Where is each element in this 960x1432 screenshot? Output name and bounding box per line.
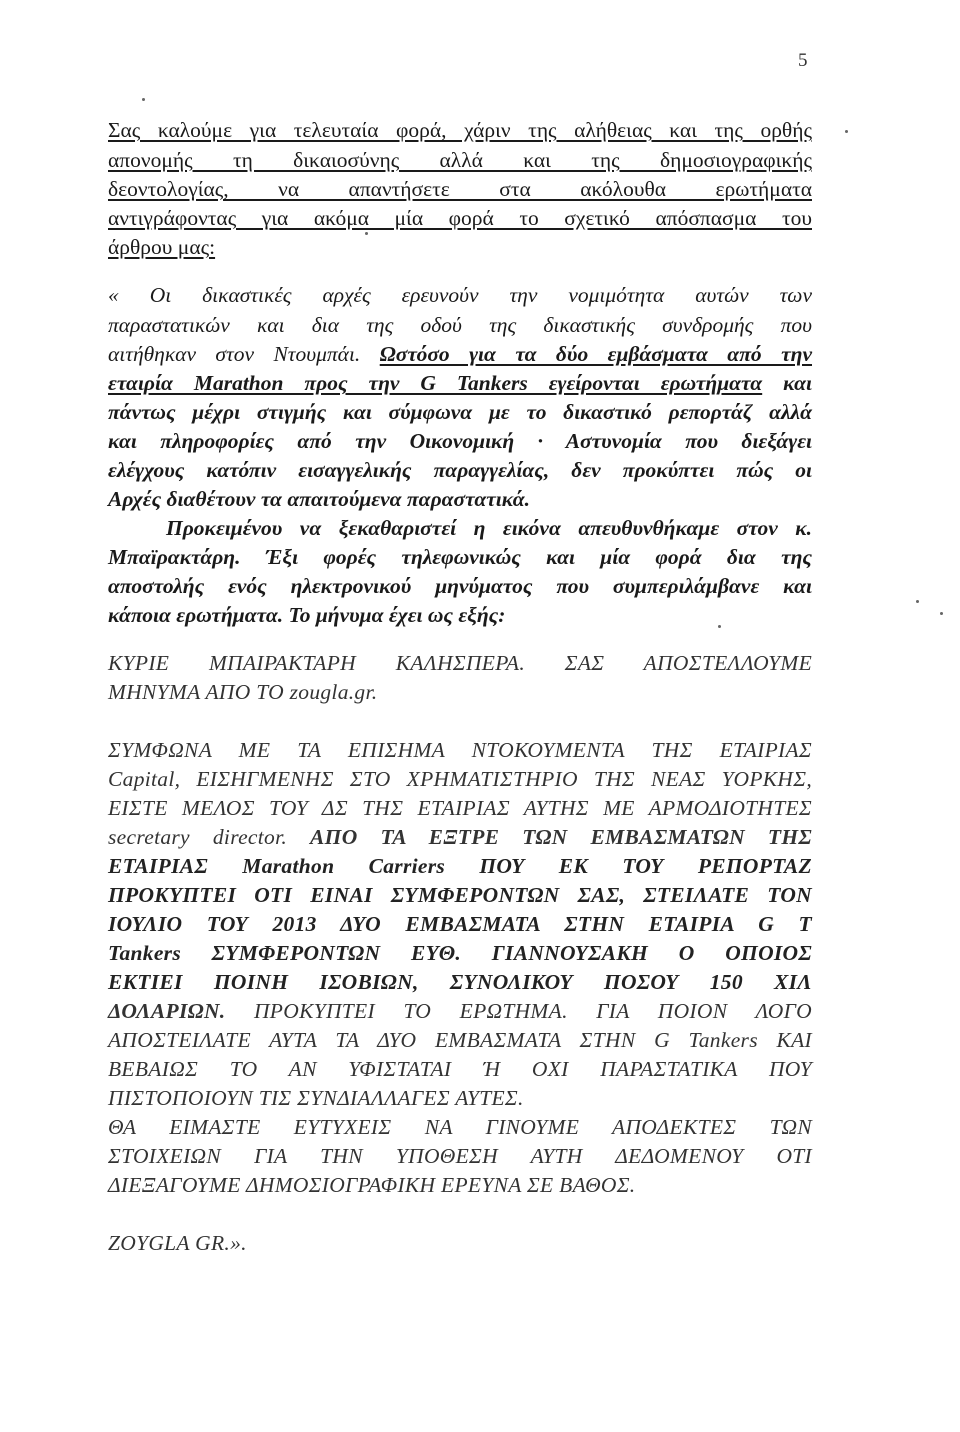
message-text: secretary director. bbox=[108, 825, 311, 849]
intro-line: δεοντολογίας, να απαντήσετε στα ακόλουθα ερωτήματα bbox=[108, 177, 812, 201]
quote-emphasis: Ωστόσο για τα δύο εμβάσματα από την bbox=[379, 342, 812, 366]
message-line: ΕΤΑΙΡΙΑΣ Marathon Carriers ΠΟΥ ΕΚ ΤΟΥ ΡΕΠΟΡΤΑΖ bbox=[108, 854, 812, 878]
scan-speck bbox=[940, 612, 943, 615]
quote-line bbox=[108, 368, 812, 398]
intro-line: απονομής τη δικαιοσύνης αλλά και της δημοσιογραφικής bbox=[108, 148, 812, 172]
message-bold: ΔΟΛΑΡΙΩΝ. bbox=[108, 999, 226, 1023]
intro-line: αντιγράφοντας για ακόμα μία φορά το σχετικό απόσπασμα του bbox=[108, 206, 812, 230]
quote-line: « Οι δικαστικές αρχές ερευνούν την νομιμότητα αυτών των bbox=[108, 283, 812, 307]
message-line bbox=[108, 822, 812, 852]
scan-speck bbox=[718, 625, 721, 628]
scan-speck bbox=[916, 600, 919, 603]
quote-line: πάντως μέχρι στιγμής και σύμφωνα με το δικαστικό ρεπορτάζ αλλά bbox=[108, 400, 812, 424]
quote-line bbox=[108, 339, 812, 369]
quote-line: παραστατικών και δια της οδού της δικαστικής συνδρομής που bbox=[108, 313, 812, 337]
quote-text: αιτήθηκαν στον Ντουμπάι. bbox=[108, 342, 380, 366]
message-bold: ΑΠΟ ΤΑ ΕΞΤΡΕ ΤΩΝ ΕΜΒΑΣΜΑΤΩΝ ΤΗΣ bbox=[310, 825, 812, 849]
approach-line: Προκειμένου να ξεκαθαριστεί η εικόνα απευθυνθήκαμε στον κ. bbox=[166, 516, 812, 540]
message-line: ΒΕΒΑΙΩΣ ΤΟ ΑΝ ΥΦΙΣΤΑΤΑΙ Ή ΟΧΙ ΠΑΡΑΣΤΑΤΙΚΑ ΠΟΥ bbox=[108, 1057, 812, 1081]
message-line: ΚΥΡΙΕ ΜΠΑΙΡΑΚΤΑΡΗ ΚΑΛΗΣΠΕΡΑ. ΣΑΣ ΑΠΟΣΤΕΛΛΟΥΜΕ bbox=[108, 651, 812, 675]
message-line: ΕΙΣΤΕ ΜΕΛΟΣ ΤΟΥ ΔΣ ΤΗΣ ΕΤΑΙΡΙΑΣ ΑΥΤΗΣ ΜΕ ΑΡΜΟΔΙΟΤΗΤΕΣ bbox=[108, 796, 812, 820]
message-line: ΣΤΟΙΧΕΙΩΝ ΓΙΑ ΤΗΝ ΥΠΟΘΕΣΗ ΑΥΤΗ ΔΕΔΟΜΕΝΟΥ ΟΤΙ bbox=[108, 1144, 812, 1168]
quote-text: και bbox=[762, 371, 812, 395]
message-line: ΣΥΜΦΩΝΑ ΜΕ ΤΑ ΕΠΙΣΗΜΑ ΝΤΟΚΟΥΜΕΝΤΑ ΤΗΣ ΕΤΑΙΡΙΑΣ bbox=[108, 738, 812, 762]
message-line: Capital, ΕΙΣΗΓΜΕΝΗΣ ΣΤΟ ΧΡΗΜΑΤΙΣΤΗΡΙΟ ΤΗΣ ΝΕΑΣ ΥΟΡΚΗΣ, bbox=[108, 767, 812, 791]
message-line: ΠΡΟΚΥΠΤΕΙ ΟΤΙ ΕΙΝΑΙ ΣΥΜΦΕΡΟΝΤΩΝ ΣΑΣ, ΣΤΕΙΛΑΤΕ ΤΟΝ bbox=[108, 883, 812, 907]
message-line bbox=[108, 996, 812, 1026]
quote-line: και πληροφορίες από την Οικονομική · Αστυνομία που διεξάγει bbox=[108, 429, 812, 453]
approach-line: αποστολής ενός ηλεκτρονικού μηνύματος που συμπεριλάμβανε και bbox=[108, 574, 812, 598]
quote-line: ελέγχους κατόπιν εισαγγελικής παραγγελίας, δεν προκύπτει πώς οι bbox=[108, 458, 812, 482]
page-number: 5 bbox=[798, 50, 808, 71]
message-line: ΘΑ ΕΙΜΑΣΤΕ ΕΥΤΥΧΕΙΣ ΝΑ ΓΙΝΟΥΜΕ ΑΠΟΔΕΚΤΕΣ ΤΩΝ bbox=[108, 1115, 812, 1139]
intro-line: άρθρου μας: bbox=[108, 235, 216, 259]
message-line: ΙΟΥΛΙΟ ΤΟΥ 2013 ΔΥΟ ΕΜΒΑΣΜΑΤΑ ΣΤΗΝ ΕΤΑΙΡΙΑ G T bbox=[108, 912, 812, 936]
approach-line: κάποια ερωτήματα. Το μήνυμα έχει ως εξής: bbox=[108, 603, 506, 627]
message-line: Tankers ΣΥΜΦΕΡΟΝΤΩΝ ΕΥΘ. ΓΙΑΝΝΟΥΣΑΚΗ Ο ΟΠΟΙΟΣ bbox=[108, 941, 812, 965]
message-signature: ZOYGLA GR.». bbox=[108, 1231, 247, 1255]
approach-line: Μπαϊρακτάρη. Έξι φορές τηλεφωνικώς και μία φορά δια της bbox=[108, 545, 812, 569]
message-text: ΠΡΟΚΥΠΤΕΙ ΤΟ ΕΡΩΤΗΜΑ. ΓΙΑ ΠΟΙΟΝ ΛΟΓΟ bbox=[225, 999, 812, 1023]
message-line: ΜΗΝΥΜΑ ΑΠΟ ΤΟ zougla.gr. bbox=[108, 680, 378, 704]
message-line: ΕΚΤΙΕΙ ΠΟΙΝΗ ΙΣΟΒΙΩΝ, ΣΥΝΟΛΙΚΟΥ ΠΟΣΟΥ 150 ΧΙΛ bbox=[108, 970, 812, 994]
quote-emphasis: εταιρία Marathon προς την G Tankers εγείρονται ερωτήματα bbox=[108, 371, 763, 395]
scan-speck bbox=[142, 98, 145, 101]
scan-speck bbox=[365, 232, 368, 235]
scan-speck bbox=[845, 130, 848, 133]
message-line: ΔΙΕΞΑΓΟΥΜΕ ΔΗΜΟΣΙΟΓΡΑΦΙΚΗ ΕΡΕΥΝΑ ΣΕ ΒΑΘΟΣ. bbox=[108, 1173, 636, 1197]
intro-line: Σας καλούμε για τελευταία φορά, χάριν της αλήθειας και της ορθής bbox=[108, 118, 812, 142]
quote-line: Αρχές διαθέτουν τα απαιτούμενα παραστατικά. bbox=[108, 487, 531, 511]
message-line: ΠΙΣΤΟΠΟΙΟΥΝ ΤΙΣ ΣΥΝΔΙΑΛΛΑΓΕΣ ΑΥΤΕΣ. bbox=[108, 1086, 524, 1110]
message-line: ΑΠΟΣΤΕΙΛΑΤΕ ΑΥΤΑ ΤΑ ΔΥΟ ΕΜΒΑΣΜΑΤΑ ΣΤΗΝ G Tankers ΚΑΙ bbox=[108, 1028, 812, 1052]
